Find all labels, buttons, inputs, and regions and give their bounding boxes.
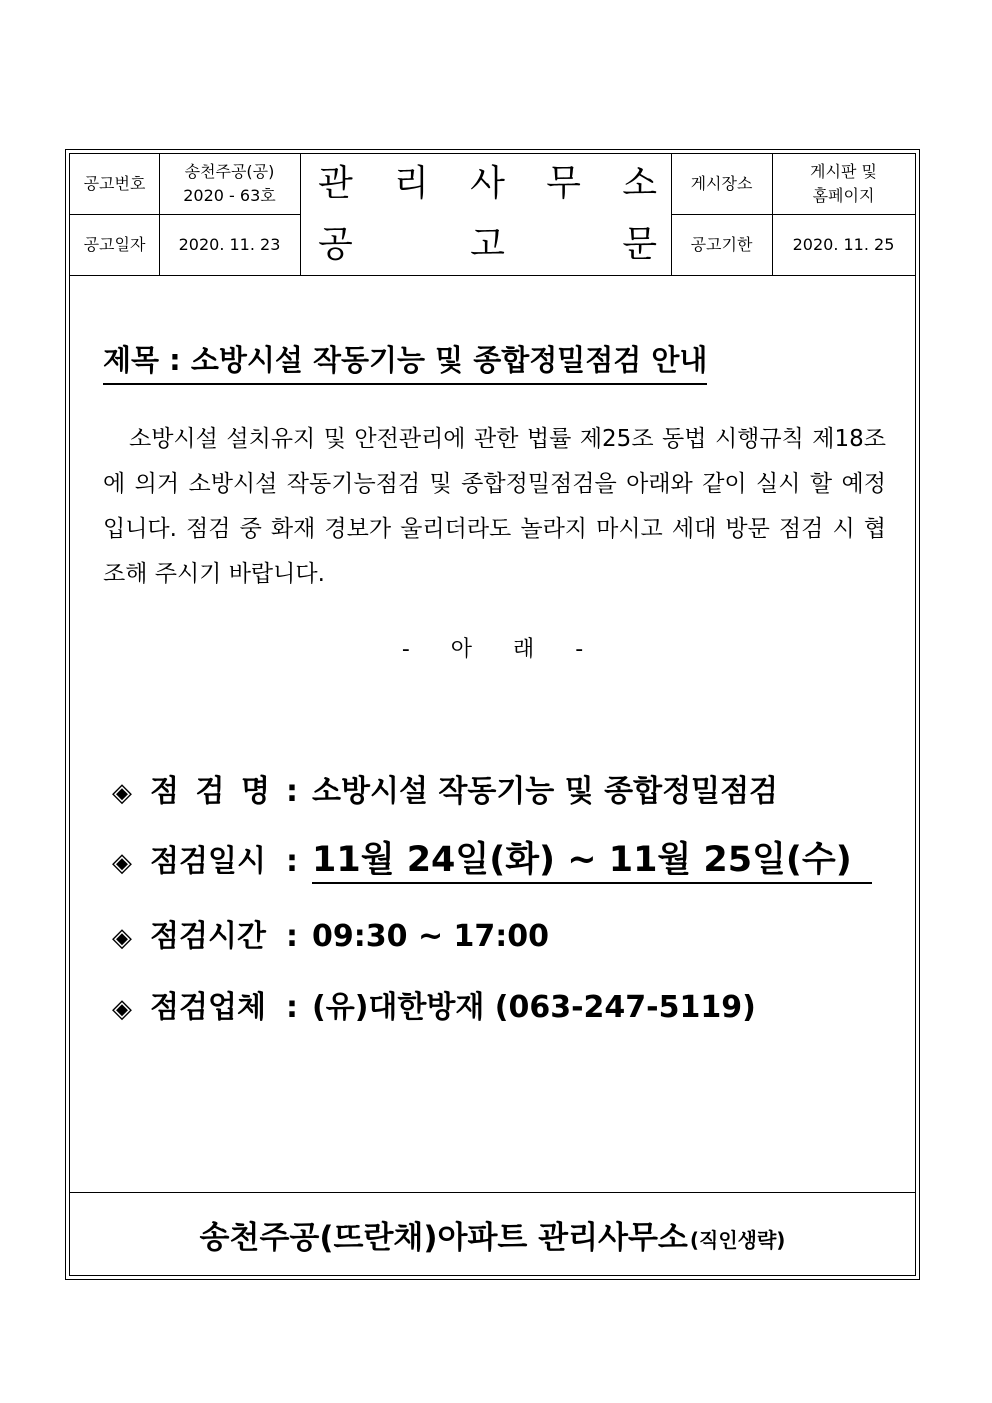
post-place-line2: 홈페이지 xyxy=(812,186,875,205)
deadline-label: 공고기한 xyxy=(690,234,753,254)
title-char: 고 xyxy=(470,223,505,265)
item-colon: : xyxy=(286,919,298,954)
diamond-bullet-icon: ◈ xyxy=(112,923,132,953)
item-inspection-hours xyxy=(112,911,549,955)
item-value: 소방시설 작동기능 및 종합정밀점검 xyxy=(312,774,779,809)
diamond-bullet-icon: ◈ xyxy=(112,848,132,878)
item-inspection-name xyxy=(112,766,778,810)
post-place-value xyxy=(772,154,915,214)
below-marker: - 아 래 - xyxy=(401,637,584,662)
title-char: 소 xyxy=(622,163,657,204)
title-char: 무 xyxy=(546,163,581,204)
item-inspection-dates xyxy=(112,832,872,884)
item-label: 점검업체 xyxy=(150,990,266,1025)
header-table xyxy=(70,154,915,276)
notice-date-label: 공고일자 xyxy=(83,234,146,254)
post-place-line1: 게시판 및 xyxy=(810,162,877,181)
item-label: 점검일시 xyxy=(150,844,266,879)
notice-no-label: 공고번호 xyxy=(83,174,146,193)
footer-office xyxy=(70,1192,915,1275)
item-inspection-company xyxy=(112,982,756,1026)
office-name: 송천주공(뜨란채)아파트 관리사무소 xyxy=(199,1219,688,1256)
notice-frame xyxy=(65,149,920,1280)
body-paragraph: 소방시설 설치유지 및 안전관리에 관한 법률 제25조 동법 시행규칙 제18조에 의거 소방시설 작동기능점검 및 종합정밀점검을 아래와 같이 실시 할 예정입니다. 점검 중 화재 경보가 울리더라도 놀라지 마시고 세대 방문 점검 시 협조해 주시기 바랍니다. xyxy=(103,426,886,587)
title-char: 공 xyxy=(318,223,353,265)
seal-note: (직인생략) xyxy=(689,1227,786,1252)
notice-date-value: 2020. 11. 23 xyxy=(178,234,281,254)
item-value: (유)대한방재 (063-247-5119) xyxy=(312,990,756,1025)
item-label: 점 검 명 xyxy=(150,774,270,809)
deadline-value: 2020. 11. 25 xyxy=(792,234,895,254)
item-label: 점검시간 xyxy=(150,919,266,954)
notice-no-line1: 송천주공(공) xyxy=(184,162,275,181)
item-colon: : xyxy=(286,774,298,809)
title-char: 리 xyxy=(394,163,429,204)
notice-inner-border xyxy=(69,153,916,1276)
notice-no-line2: 2020 - 63호 xyxy=(183,186,276,205)
title-char: 사 xyxy=(470,163,505,204)
doc-title-row1 xyxy=(300,154,671,214)
diamond-bullet-icon: ◈ xyxy=(112,994,132,1024)
item-value: 11월 24일(화) ~ 11월 25일(수) xyxy=(312,832,872,884)
title-char: 관 xyxy=(318,163,353,204)
item-colon: : xyxy=(286,844,298,879)
item-colon: : xyxy=(286,990,298,1025)
subject-heading: 제목 : 소방시설 작동기능 및 종합정밀점검 안내 xyxy=(103,338,707,385)
item-value: 09:30 ~ 17:00 xyxy=(312,919,550,954)
doc-title-row2 xyxy=(300,214,671,275)
title-char: 문 xyxy=(622,223,657,265)
post-place-label: 게시장소 xyxy=(690,174,753,193)
diamond-bullet-icon: ◈ xyxy=(112,778,132,808)
notice-no-value xyxy=(159,154,300,214)
